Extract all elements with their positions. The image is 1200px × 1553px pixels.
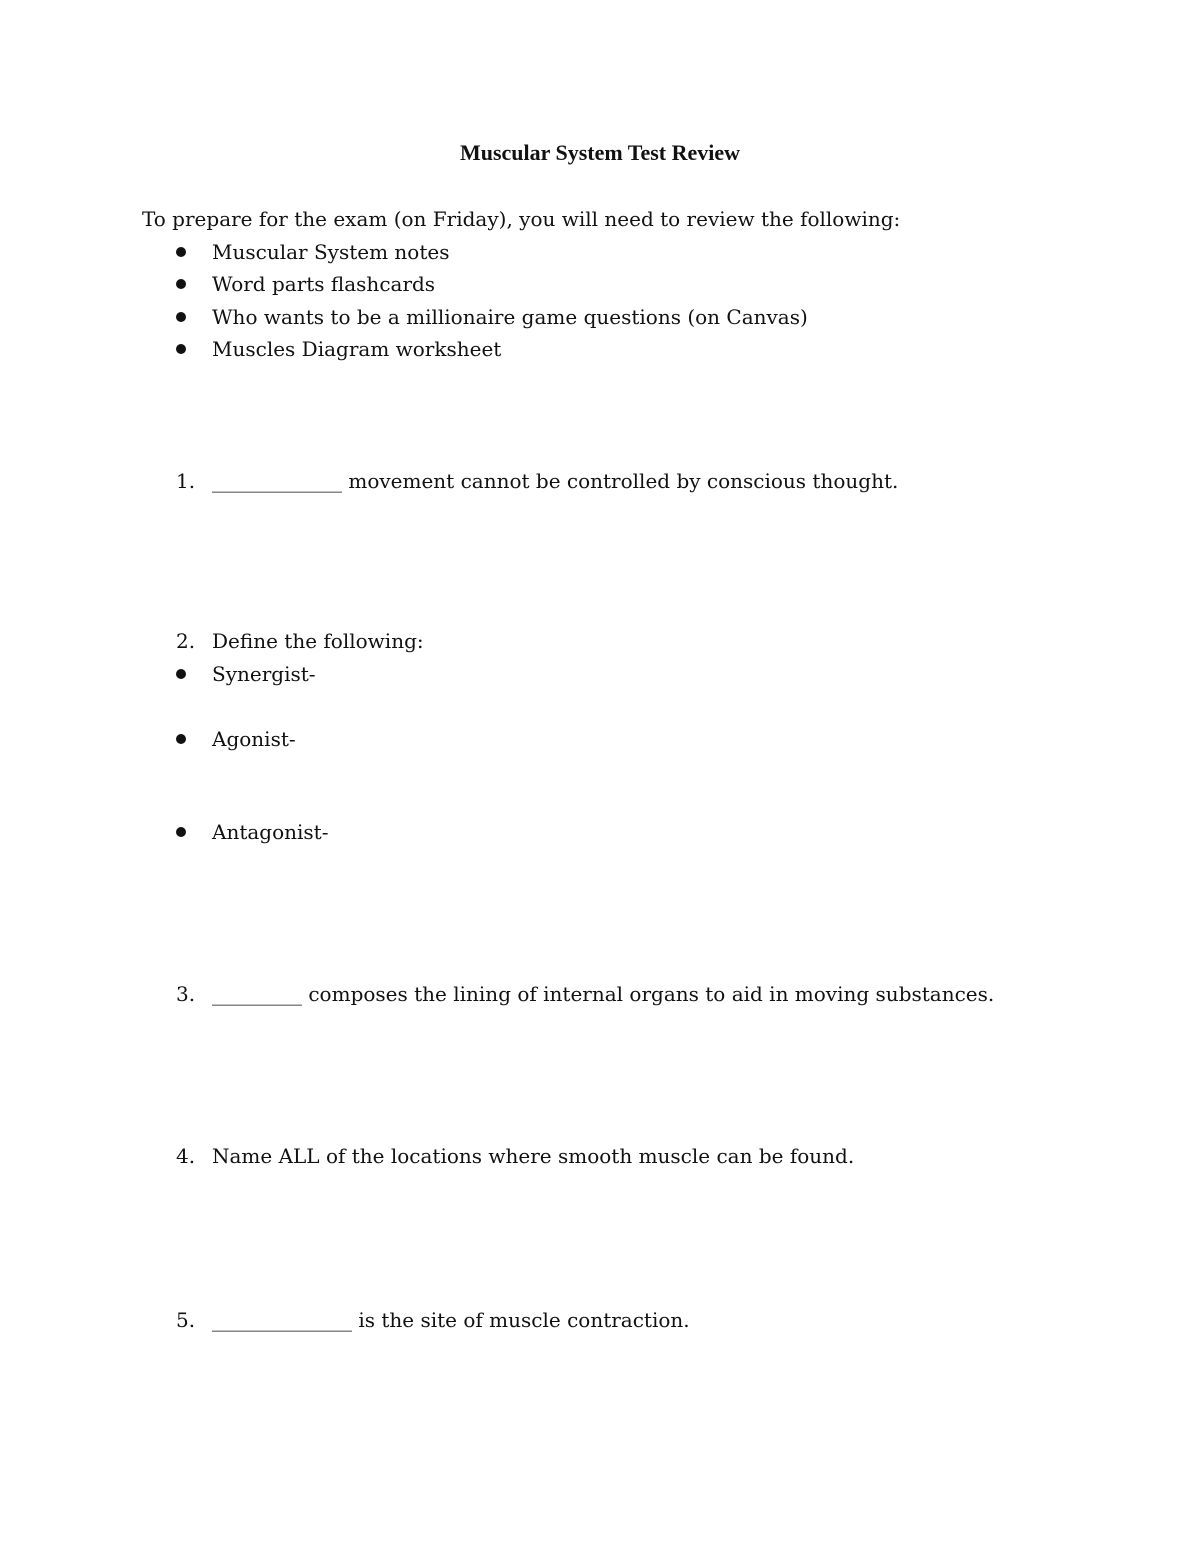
question-number: 1. (176, 469, 196, 493)
list-item (176, 303, 808, 331)
question-text: _________ composes the lining of internal organs to aid in moving substances. (212, 982, 995, 1006)
list-item (176, 818, 329, 846)
question-text: _____________ movement cannot be controlled by conscious thought. (212, 469, 899, 493)
question-number: 4. (176, 1144, 196, 1168)
page-title: Muscular System Test Review (459, 140, 741, 165)
term-text: Agonist- (212, 727, 296, 751)
list-item (176, 335, 502, 363)
review-item-text: Muscular System notes (212, 240, 450, 264)
bullet-icon (176, 312, 186, 322)
bullet-icon (176, 247, 186, 257)
bullet-icon (176, 279, 186, 289)
list-item (176, 270, 436, 298)
question-number: 2. (176, 629, 196, 653)
question-3 (176, 980, 994, 1008)
question-2 (176, 627, 424, 655)
question-1 (176, 467, 898, 495)
bullet-icon (176, 344, 186, 354)
question-text: ______________ is the site of muscle contraction. (212, 1308, 690, 1332)
list-item (176, 725, 296, 753)
question-number: 3. (176, 982, 196, 1006)
review-item-text: Word parts flashcards (212, 272, 436, 296)
question-4 (176, 1142, 854, 1170)
bullet-icon (176, 734, 186, 744)
bullet-icon (176, 827, 186, 837)
question-text: Name ALL of the locations where smooth muscle can be found. (212, 1144, 855, 1168)
term-text: Synergist- (212, 662, 316, 686)
term-text: Antagonist- (212, 820, 329, 844)
review-item-text: Who wants to be a millionaire game questions (on Canvas) (212, 305, 808, 329)
question-text: Define the following: (212, 629, 424, 653)
review-item-text: Muscles Diagram worksheet (212, 337, 502, 361)
bullet-icon (176, 669, 186, 679)
question-5 (176, 1306, 690, 1334)
intro-text: To prepare for the exam (on Friday), you will need to review the following: (142, 207, 901, 231)
list-item (176, 238, 450, 266)
question-number: 5. (176, 1308, 196, 1332)
list-item (176, 660, 316, 688)
